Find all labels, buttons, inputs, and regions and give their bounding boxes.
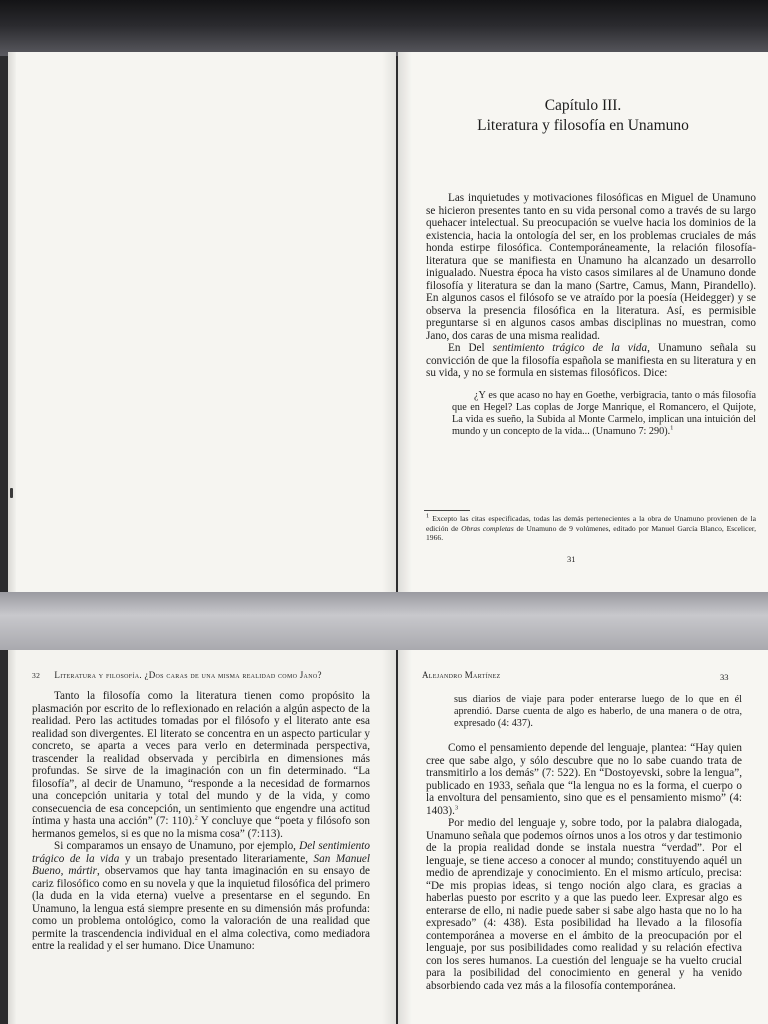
paragraph: [32, 840, 370, 953]
footnote-mark: 1: [426, 512, 430, 520]
text-run: Si comparamos un ensayo de Unamuno, por ejemplo,: [54, 840, 300, 852]
footnote-ref: 1: [670, 424, 674, 432]
page-31: [398, 52, 768, 592]
footnote-ref: 3: [454, 803, 459, 811]
page-32-body: [32, 690, 370, 953]
book-title: Del sentimiento trágico de la vida: [32, 840, 370, 865]
blank-page-30: [8, 52, 396, 592]
block-quote-continued: sus diarios de viaje para poder enterarse luego de lo que en él aprendió. Darse cuenta de algo es haberlo, de una manera o de otra, expresado (4: 437).: [454, 694, 742, 729]
book-title: San Manuel Bueno, mártir: [32, 852, 370, 877]
page-mark: [10, 488, 13, 498]
page-32: [8, 650, 396, 1024]
background-top: [0, 0, 768, 56]
text-run: , Unamuno señala su convicción de que la filosofía española se manifiesta en su literatura y en su vida, y no se formula en sistemas filosóficos. Dice:: [426, 342, 756, 379]
quote-text: ¿Y es que acaso no hay en Goethe, verbigracia, tanto o más filosofía que en Hegel? Las coplas de Jorge Manrique, el Romancero, el Quijote, La vida es sueño, la Subida al Monte Carmelo, implican una intuición del mundo y un concepto de la vida... (Unamuno 7: 290).: [452, 389, 756, 437]
text-run: Y concluye que “poeta y filósofo son hermanos gemelos, si es que no la misma cosa” (7:113).: [32, 815, 370, 840]
text-run: Como el pensamiento depende del lenguaje, plantea: “Hay quien cree que sabe algo, y sólo descubre que no lo sabe cuando trata de transmitirlo a los demás” (7: 522). En “Dostoyevski, sobre la lengua”, publicado en 1933, señala que “la lengua no es la forma, el cuerpo o la envoltura del pensamiento, sino que es el pensamiento mismo” (4: 1403).: [426, 742, 742, 817]
chapter-heading: [398, 96, 768, 136]
page-edge: [8, 650, 16, 1024]
paragraph: Por medio del lenguaje y, sobre todo, por la palabra dialogada, Unamuno señala que podemos oírnos unos a los otros y dar testimonio de la propia realidad donde se instala nuestra “verdad”. Por el lenguaje, se tiene acceso a conocer al mundo; constituyendo aquél un medio de aprendizaje y conocimiento. En el mismo artículo, precisa: “De mis propias ideas, si tengo noción algo clara, es gracias a haberlas puesto por escrito y a que las puedo leer. Expresar algo es enterarse de ello, ni nadie puede saber si sabe algo hasta que no lo ha expresado” (4: 438). Esta posibilidad ha llevado a la filosofía contemporánea a moverse en el ámbito de la preocupación por el lenguaje, por sus posibilidades como realidad y su relación efectiva con los seres humanos. La cuestión del lenguaje se ha vuelto crucial para la posibilidad del conocimiento en general y ha venido absorbiendo cada vez más a la filosofía contemporánea.: [426, 817, 743, 992]
book-title: Obras completas: [461, 523, 514, 533]
footnote-ref: 2: [194, 814, 198, 822]
page-number: 32: [32, 671, 41, 680]
footnote-rule: [424, 510, 470, 511]
paragraph: [426, 342, 756, 380]
page-number: 31: [567, 554, 576, 564]
text-run: y un trabajo presentado literariamente,: [119, 852, 314, 865]
text-run: Tanto la filosofía como la literatura tienen como propósito la plasmación por escrito de lo reflexionado en relación a algún aspecto de la realidad. Pero las actitudes tomadas por el filósofo y el literato ante esa realidad son divergentes. El literato se concentra en un aspecto particular y concreto, se aparta a veces para verlo en determinada perspectiva, trascender la realidad observada y percibirla en dimensiones más profundas. Se sirve de la imaginación con un fin determinado. “La filosofía”, al decir de Unamuno, “responde a la necesidad de formarnos una concepción unitaria y total del mundo y de la vida, y como consecuencia de esa concepción, un sentimiento que engendre una actitud íntima y hasta una acción” (7: 110).: [32, 690, 370, 827]
chapter-number: Capítulo III.: [544, 97, 622, 114]
page-33: [398, 650, 768, 1024]
running-head: [32, 670, 322, 680]
chapter-title: Literatura y filosofía en Unamuno: [477, 117, 689, 134]
block-quote: [452, 390, 756, 438]
page-33-body: [426, 694, 742, 992]
gutter-shadow: [398, 650, 412, 1024]
paragraph: Las inquietudes y motivaciones filosóficas en Miguel de Unamuno se hicieron presentes tanto en su vida personal como a través de su largo quehacer intelectual. Su preocupación se vuelve hacia los dominios de la existencia, hacia la ontología del ser, en los problemas cruciales de más honda estirpe filosófica. Contemporáneamente, la relación filosofía-literatura que se manifiesta en Unamuno ha alcanzado un desarrollo inigualado. Nuestra época ha visto casos similares al de Unamuno donde filosofía y literatura se dan la mano (Sartre, Camus, Mann, Pirandello). En algunos casos el filósofo se ve atraído por la poesía (Heidegger) y se observa la presencia filosófica en la literatura. Así, es permisible preguntarse si en algunos casos ambas disciplinas no muestran, como Jano, dos caras de una misma realidad.: [426, 192, 756, 342]
running-head: [422, 670, 500, 680]
text-run: , observamos que hay tanta imaginación en su ensayo de cariz filosófico como en su novela y que la inquietud filosófica del primero (la duda en la vida eterna) vuelve a presentarse en el segundo. En Unamuno, la lengua está siempre presente en su dimensión más profunda: como un problema ontológico, como la valoración de una realidad que permite la trascendencia individual en el alma colectiva, como mediadora entre la realidad y el ser humano. Dice Unamuno:: [32, 865, 370, 952]
page-edge: [8, 52, 16, 592]
page-number: 33: [720, 672, 729, 682]
footnote: [426, 514, 756, 543]
footnote-text: de Unamuno de 9 volúmenes, editado por Manuel García Blanco, Escelicer, 1966.: [426, 523, 756, 542]
gutter-shadow: [382, 52, 396, 592]
paragraph: [32, 690, 370, 840]
running-head-text: Literatura y filosofía. ¿Dos caras de una misma realidad como Jano?: [54, 670, 322, 680]
gutter-shadow: [382, 650, 396, 1024]
running-head-text: Alejandro Martínez: [422, 670, 501, 680]
page-31-body: [426, 192, 756, 438]
footnote-text: Excepto las citas especificadas, todas las demás pertenecientes a la obra de Unamuno provienen de la edición de: [426, 514, 756, 533]
background-middle: [0, 592, 768, 650]
text-run: En Del: [448, 342, 493, 354]
paragraph: [426, 742, 742, 817]
book-title: sentimiento trágico de la vida: [492, 342, 648, 354]
